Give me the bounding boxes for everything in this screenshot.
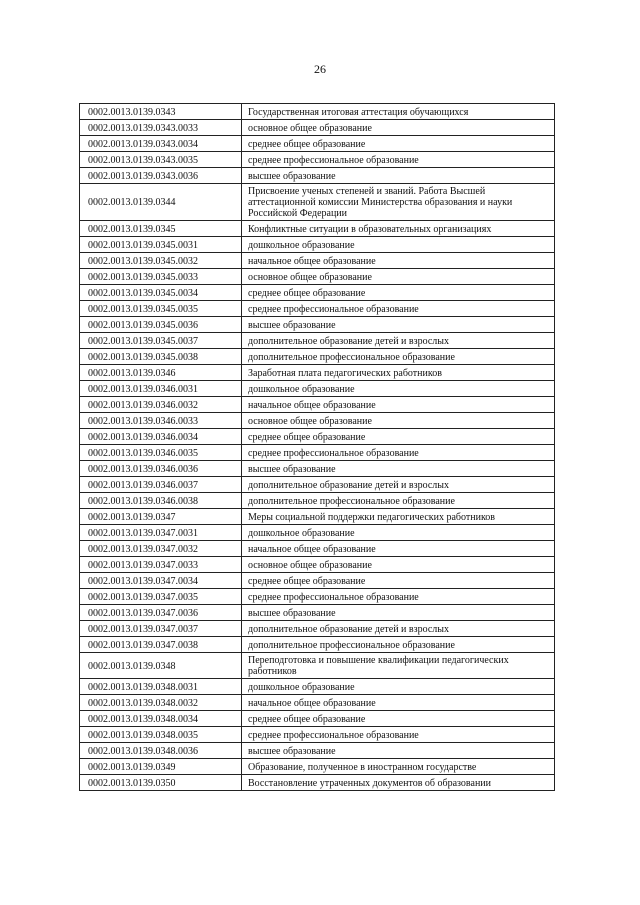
- table-row: [80, 589, 555, 605]
- table-row: [80, 541, 555, 557]
- title-cell: начальное общее образование: [242, 397, 555, 413]
- table-row: [80, 727, 555, 743]
- table-row: [80, 333, 555, 349]
- code-cell: 0002.0013.0139.0346.0033: [80, 413, 242, 429]
- code-cell: 0002.0013.0139.0345.0033: [80, 269, 242, 285]
- table-row: [80, 184, 555, 221]
- code-cell: 0002.0013.0139.0345.0032: [80, 253, 242, 269]
- title-cell: дошкольное образование: [242, 679, 555, 695]
- table-row: [80, 525, 555, 541]
- table-row: [80, 365, 555, 381]
- code-cell: 0002.0013.0139.0343.0036: [80, 168, 242, 184]
- code-cell: 0002.0013.0139.0346.0032: [80, 397, 242, 413]
- code-cell: 0002.0013.0139.0348.0035: [80, 727, 242, 743]
- title-cell: среднее профессиональное образование: [242, 589, 555, 605]
- title-cell: высшее образование: [242, 317, 555, 333]
- table-row: [80, 397, 555, 413]
- table-row: [80, 136, 555, 152]
- title-cell: среднее общее образование: [242, 573, 555, 589]
- code-cell: 0002.0013.0139.0345: [80, 221, 242, 237]
- title-cell: дополнительное образование детей и взрослых: [242, 621, 555, 637]
- code-cell: 0002.0013.0139.0346.0038: [80, 493, 242, 509]
- title-cell: высшее образование: [242, 461, 555, 477]
- table-row: [80, 653, 555, 679]
- table-row: [80, 557, 555, 573]
- code-cell: 0002.0013.0139.0347: [80, 509, 242, 525]
- code-cell: 0002.0013.0139.0347.0033: [80, 557, 242, 573]
- table-row: [80, 429, 555, 445]
- title-cell: высшее образование: [242, 743, 555, 759]
- title-cell: Заработная плата педагогических работников: [242, 365, 555, 381]
- title-cell: среднее общее образование: [242, 711, 555, 727]
- table-row: [80, 168, 555, 184]
- title-cell: основное общее образование: [242, 120, 555, 136]
- title-cell: начальное общее образование: [242, 695, 555, 711]
- code-cell: 0002.0013.0139.0347.0031: [80, 525, 242, 541]
- table-row: [80, 711, 555, 727]
- table-row: [80, 120, 555, 136]
- table-row: [80, 493, 555, 509]
- code-cell: 0002.0013.0139.0348: [80, 653, 242, 679]
- code-cell: 0002.0013.0139.0343.0033: [80, 120, 242, 136]
- title-cell: начальное общее образование: [242, 253, 555, 269]
- table-row: [80, 381, 555, 397]
- title-cell: среднее общее образование: [242, 136, 555, 152]
- title-cell: среднее профессиональное образование: [242, 727, 555, 743]
- code-cell: 0002.0013.0139.0348.0034: [80, 711, 242, 727]
- title-cell: дополнительное профессиональное образование: [242, 637, 555, 653]
- code-cell: 0002.0013.0139.0347.0036: [80, 605, 242, 621]
- code-cell: 0002.0013.0139.0345.0031: [80, 237, 242, 253]
- table-row: [80, 695, 555, 711]
- classifier-table: [79, 103, 555, 791]
- title-cell: среднее профессиональное образование: [242, 152, 555, 168]
- table-row: [80, 152, 555, 168]
- code-cell: 0002.0013.0139.0345.0036: [80, 317, 242, 333]
- code-cell: 0002.0013.0139.0343.0034: [80, 136, 242, 152]
- code-cell: 0002.0013.0139.0343.0035: [80, 152, 242, 168]
- title-cell: среднее общее образование: [242, 429, 555, 445]
- title-cell: основное общее образование: [242, 269, 555, 285]
- table-row: [80, 104, 555, 120]
- title-cell: основное общее образование: [242, 557, 555, 573]
- code-cell: 0002.0013.0139.0345.0037: [80, 333, 242, 349]
- title-cell: высшее образование: [242, 605, 555, 621]
- table-row: [80, 237, 555, 253]
- table-row: [80, 621, 555, 637]
- code-cell: 0002.0013.0139.0347.0035: [80, 589, 242, 605]
- code-cell: 0002.0013.0139.0346.0037: [80, 477, 242, 493]
- title-cell: основное общее образование: [242, 413, 555, 429]
- code-cell: 0002.0013.0139.0346.0036: [80, 461, 242, 477]
- code-cell: 0002.0013.0139.0345.0038: [80, 349, 242, 365]
- code-cell: 0002.0013.0139.0350: [80, 775, 242, 791]
- page-number: 26: [314, 62, 326, 76]
- code-cell: 0002.0013.0139.0347.0032: [80, 541, 242, 557]
- table-row: [80, 253, 555, 269]
- table-row: [80, 301, 555, 317]
- title-cell: Образование, полученное в иностранном государстве: [242, 759, 555, 775]
- title-cell: начальное общее образование: [242, 541, 555, 557]
- title-cell: Присвоение ученых степеней и званий. Работа Высшей аттестационной комиссии Министерства образования и науки Российской Федерации: [242, 184, 555, 221]
- code-cell: 0002.0013.0139.0346: [80, 365, 242, 381]
- table-row: [80, 269, 555, 285]
- code-cell: 0002.0013.0139.0347.0037: [80, 621, 242, 637]
- code-cell: 0002.0013.0139.0348.0032: [80, 695, 242, 711]
- title-cell: высшее образование: [242, 168, 555, 184]
- table-row: [80, 349, 555, 365]
- table-row: [80, 461, 555, 477]
- title-cell: дополнительное образование детей и взрослых: [242, 333, 555, 349]
- code-cell: 0002.0013.0139.0343: [80, 104, 242, 120]
- code-cell: 0002.0013.0139.0346.0035: [80, 445, 242, 461]
- code-cell: 0002.0013.0139.0347.0034: [80, 573, 242, 589]
- table-row: [80, 509, 555, 525]
- table-row: [80, 445, 555, 461]
- title-cell: среднее общее образование: [242, 285, 555, 301]
- code-cell: 0002.0013.0139.0346.0034: [80, 429, 242, 445]
- title-cell: дополнительное профессиональное образование: [242, 493, 555, 509]
- code-cell: 0002.0013.0139.0348.0036: [80, 743, 242, 759]
- table-row: [80, 637, 555, 653]
- table-row: [80, 413, 555, 429]
- table-row: [80, 285, 555, 301]
- title-cell: Восстановление утраченных документов об образовании: [242, 775, 555, 791]
- title-cell: дошкольное образование: [242, 525, 555, 541]
- table-row: [80, 775, 555, 791]
- code-cell: 0002.0013.0139.0347.0038: [80, 637, 242, 653]
- table-row: [80, 573, 555, 589]
- title-cell: дошкольное образование: [242, 381, 555, 397]
- table-row: [80, 221, 555, 237]
- title-cell: Переподготовка и повышение квалификации педагогических работников: [242, 653, 555, 679]
- code-cell: 0002.0013.0139.0345.0034: [80, 285, 242, 301]
- table-row: [80, 679, 555, 695]
- code-cell: 0002.0013.0139.0344: [80, 184, 242, 221]
- title-cell: дошкольное образование: [242, 237, 555, 253]
- table-row: [80, 605, 555, 621]
- title-cell: дополнительное образование детей и взрослых: [242, 477, 555, 493]
- title-cell: среднее профессиональное образование: [242, 301, 555, 317]
- title-cell: среднее профессиональное образование: [242, 445, 555, 461]
- title-cell: Государственная итоговая аттестация обучающихся: [242, 104, 555, 120]
- code-cell: 0002.0013.0139.0349: [80, 759, 242, 775]
- table-row: [80, 743, 555, 759]
- code-cell: 0002.0013.0139.0345.0035: [80, 301, 242, 317]
- code-cell: 0002.0013.0139.0346.0031: [80, 381, 242, 397]
- code-cell: 0002.0013.0139.0348.0031: [80, 679, 242, 695]
- title-cell: дополнительное профессиональное образование: [242, 349, 555, 365]
- table-body: [80, 104, 555, 791]
- title-cell: Меры социальной поддержки педагогических работников: [242, 509, 555, 525]
- table-row: [80, 759, 555, 775]
- table-row: [80, 477, 555, 493]
- table-row: [80, 317, 555, 333]
- title-cell: Конфликтные ситуации в образовательных организациях: [242, 221, 555, 237]
